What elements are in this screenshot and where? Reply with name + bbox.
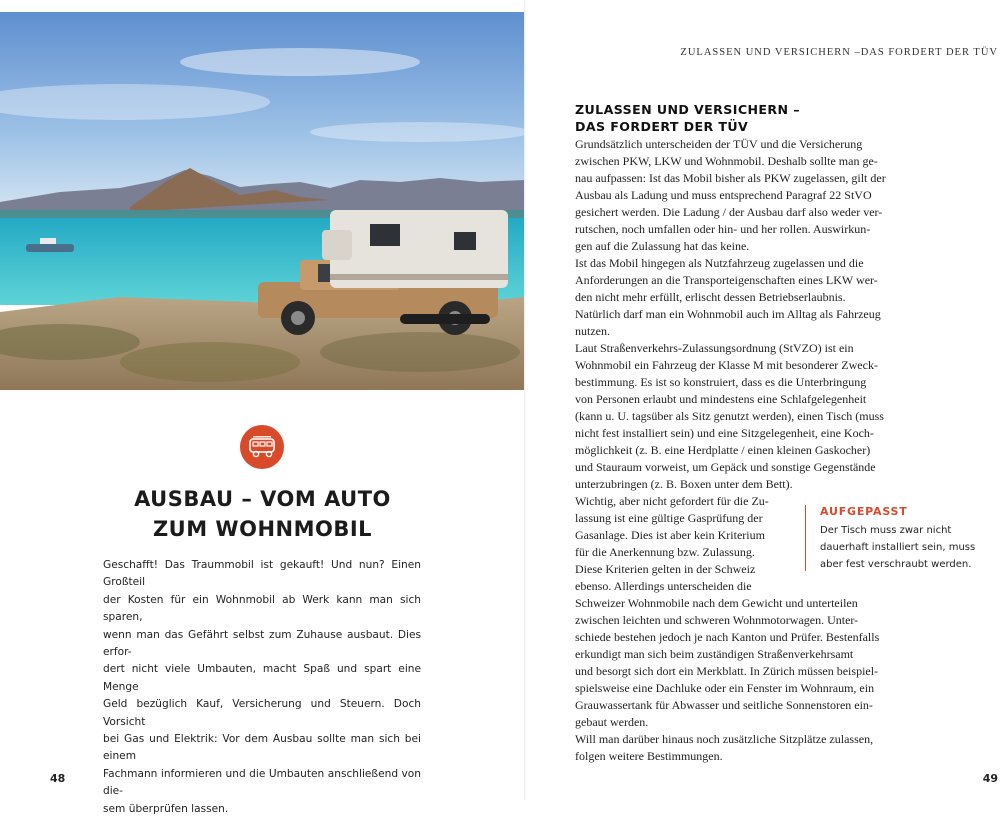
intro-line: bei Gas und Elektrik: Vor dem Ausbau sollte man sich bei einem [103, 733, 421, 763]
body-line: nicht fest installiert sein) und eine Sitzgelegenheit, eine Koch- [575, 426, 874, 440]
section-heading [575, 101, 800, 135]
body-line: Gasanlage. Dies ist aber kein Kriterium [575, 528, 765, 542]
tip-line: aber fest verschraubt werden. [820, 559, 972, 570]
body-text [575, 136, 894, 765]
body-line: gebaut werden. [575, 715, 649, 729]
body-line: gen auf die Zulassung hat das keine. [575, 239, 750, 253]
body-line: erkundigt man sich beim zuständigen Straßenverkehrsamt [575, 647, 854, 661]
chapter-title-line: ZUM WOHNMOBIL [152, 517, 373, 541]
body-line: Laut Straßenverkehrs-Zulassungsordnung (StVZO) ist ein [575, 341, 854, 355]
body-line: möglichkeit (z. B. eine Herdplatte / einen kleinen Gaskocher) [575, 443, 871, 457]
paragraph [575, 731, 894, 765]
page-number-right: 49 [982, 772, 998, 785]
body-line: Will man darüber hinaus noch zusätzliche Sitzplätze zulassen, [575, 732, 874, 746]
body-line: Grundsätzlich unterscheiden der TÜV und die Versicherung [575, 137, 863, 151]
body-line: und Stauraum vorweist, um Gepäck und sonstige Gegenstände [575, 460, 876, 474]
body-line: (kann u. U. tagsüber als Sitz genutzt werden), einen Tisch (muss [575, 409, 884, 423]
camper-van-icon [240, 425, 284, 469]
paragraph [575, 493, 781, 561]
body-line: folgen weitere Bestimmungen. [575, 749, 723, 763]
intro-paragraph [103, 557, 421, 818]
right-page [525, 0, 1000, 800]
body-line: Diese Kriterien gelten in der Schweiz [575, 562, 756, 576]
intro-line: Fachmann informieren und die Umbauten anschließend von die- [103, 767, 421, 798]
camper-photo [0, 12, 524, 390]
body-line: Ist das Mobil hingegen als Nutzfahrzeug zugelassen und die [575, 256, 864, 270]
body-line: nutzen. [575, 324, 610, 338]
intro-line: sem überprüfen lassen. [103, 802, 229, 815]
paragraph [575, 561, 894, 731]
body-line: unterzubringen (z. B. Boxen unter dem Bett). [575, 477, 793, 491]
intro-line: Geld bezüglich Kauf, Versicherung und Steuern. Doch Vorsicht [103, 698, 421, 728]
body-line: rutschen, noch umfallen oder hin- und her rollen. Auswirkun- [575, 222, 871, 236]
body-line: zwischen leichten und schweren Wohnmotorwagen. Unter- [575, 613, 859, 627]
body-line: bestimmung. Es ist so konstruiert, dass es die Unterbringung [575, 375, 867, 389]
tip-box [805, 505, 990, 571]
intro-line: wenn man das Gefährt selbst zum Zuhause ausbaut. Dies erfor- [103, 628, 421, 659]
paragraph [575, 340, 894, 493]
chapter-title [0, 484, 525, 544]
paragraph [575, 255, 894, 306]
intro-line: dert nicht viele Umbauten, macht Spaß und spart eine Menge [103, 663, 421, 693]
intro-line: Geschafft! Das Traummobil ist gekauft! Und nun? Einen Großteil [103, 559, 421, 589]
body-line: nau aufpassen: Ist das Mobil bisher als PKW zugelassen, gilt der [575, 171, 886, 185]
running-head: ZULASSEN UND VERSICHERN –DAS FORDERT DER TÜV [680, 47, 998, 58]
body-line: ebenso. Allerdings unterscheiden die [575, 579, 752, 593]
tip-box-text [820, 522, 990, 573]
body-line: lassung ist eine gültige Gasprüfung der [575, 511, 763, 525]
body-line: den nicht mehr erfüllt, erlischt dessen Betriebserlaubnis. [575, 290, 846, 304]
body-line: Anforderungen an die Transporteigenschaften eines LKW wer- [575, 273, 878, 287]
intro-line: der Kosten für ein Wohnmobil ab Werk kann man sich sparen, [103, 593, 421, 624]
body-line: spielsweise eine Dachluke oder ein Fenster im Wohnraum, ein [575, 681, 875, 695]
tip-line: Der Tisch muss zwar nicht [820, 525, 952, 536]
body-line: schiede bestehen jedoch je nach Kanton und Prüfer. Bestenfalls [575, 630, 880, 644]
body-line: zwischen PKW, LKW und Wohnmobil. Deshalb sollte man ge- [575, 154, 878, 168]
body-line: Wichtig, aber nicht gefordert für die Zu- [575, 494, 769, 508]
body-line: und besorgt sich dort ein Merkblatt. In Zürich müssen beispiel- [575, 664, 879, 678]
page-number-left: 48 [50, 772, 66, 785]
body-line: Natürlich darf man ein Wohnmobil auch im Alltag als Fahrzeug [575, 307, 881, 321]
body-line: Wohnmobil ein Fahrzeug der Klasse M mit besonderer Zweck- [575, 358, 878, 372]
section-heading-line: DAS FORDERT DER TÜV [575, 119, 749, 134]
body-line: Schweizer Wohnmobile nach dem Gewicht und unterteilen [575, 596, 858, 610]
section-heading-line: ZULASSEN UND VERSICHERN – [575, 102, 800, 117]
body-line: von Personen erlaubt und mindestens eine Schlafgelegenheit [575, 392, 867, 406]
tip-box-title: AUFGEPASST [820, 505, 908, 518]
body-line: Grauwassertank für Abwasser und seitliche Sonnenstoren ein- [575, 698, 873, 712]
tip-line: dauerhaft installiert sein, muss [820, 542, 976, 553]
paragraph [575, 306, 894, 340]
body-line: gesichert werden. Die Ladung / der Ausbau darf also weder ver- [575, 205, 883, 219]
body-line: für die Anerkennung bzw. Zulassung. [575, 545, 755, 559]
chapter-title-line: AUSBAU – VOM AUTO [134, 487, 391, 511]
body-line: Ausbau als Ladung und muss entsprechend Paragraf 22 StVO [575, 188, 872, 202]
paragraph [575, 136, 894, 255]
